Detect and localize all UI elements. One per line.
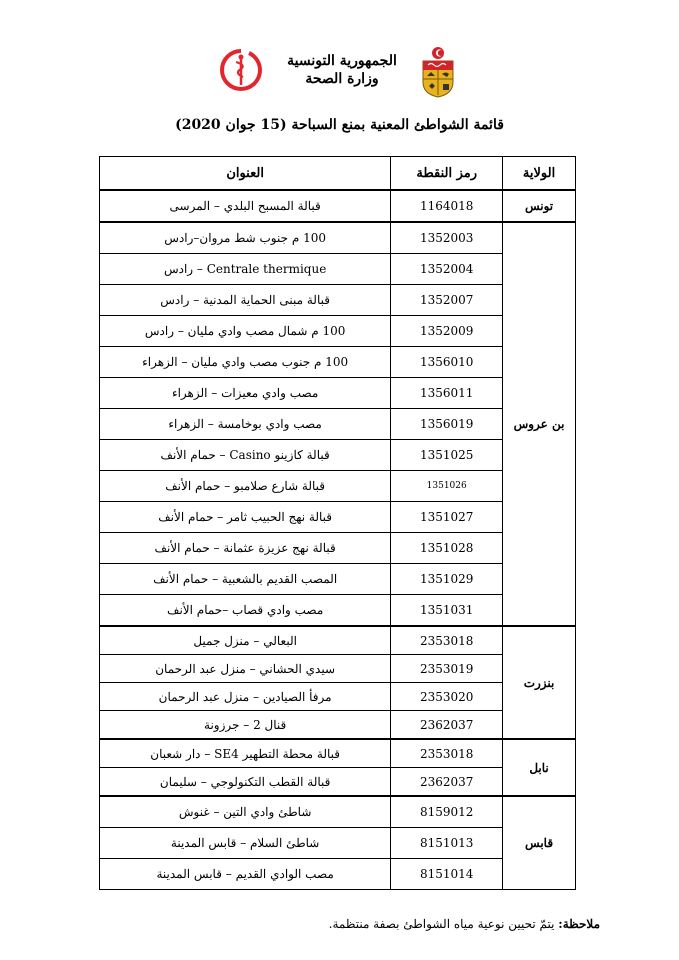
- point-code-cell: 2353019: [391, 655, 503, 683]
- point-code-cell: 2362037: [391, 768, 503, 797]
- tunisia-coat-of-arms-icon: [418, 46, 458, 98]
- footer-note: [280, 917, 600, 931]
- address-cell: قبالة محطة التطهير SE4 – دار شعبان: [100, 739, 391, 768]
- point-code-cell: 1352003: [391, 222, 503, 254]
- ministry-heading: [272, 52, 412, 88]
- address-cell: 100 م جنوب مصب وادي مليان – الزهراء: [100, 347, 391, 378]
- header-address: العنوان: [100, 157, 391, 191]
- governorate-cell: نابل: [503, 739, 576, 796]
- address-cell: مصب وادي قصاب –حمام الأنف: [100, 595, 391, 627]
- point-code-cell: 1356011: [391, 378, 503, 409]
- point-code-cell: 8151013: [391, 828, 503, 859]
- ministry-of-health-logo-icon: [219, 48, 263, 92]
- address-cell: البعالي – منزل جميل: [100, 626, 391, 655]
- point-code-cell: 8151014: [391, 859, 503, 890]
- address-cell: المصب القديم بالشعبية – حمام الأنف: [100, 564, 391, 595]
- address-cell: مصب وادي معيزات – الزهراء: [100, 378, 391, 409]
- address-cell: قبالة نهج عزيزة عثمانة – حمام الأنف: [100, 533, 391, 564]
- point-code-cell: 1351029: [391, 564, 503, 595]
- point-code-cell: 1356010: [391, 347, 503, 378]
- point-code-cell: 1351025: [391, 440, 503, 471]
- note-label: ملاحظة:: [558, 917, 600, 931]
- point-code-cell: 2353018: [391, 739, 503, 768]
- governorate-cell: بن عروس: [503, 222, 576, 626]
- point-code-cell: 2353018: [391, 626, 503, 655]
- governorate-cell: قابس: [503, 796, 576, 890]
- document-title: قائمة الشواطئ المعنية بمنع السباحة (15 جوان 2020): [175, 117, 504, 133]
- point-code-cell: 2353020: [391, 683, 503, 711]
- address-cell: شاطئ وادي التين – غنوش: [100, 796, 391, 828]
- point-code-cell: 1351031: [391, 595, 503, 627]
- address-cell: قبالة المسبح البلدي – المرسى: [100, 190, 391, 222]
- address-cell: سيدي الحشاني – منزل عبد الرحمان: [100, 655, 391, 683]
- address-cell: قبالة نهج الحبيب ثامر – حمام الأنف: [100, 502, 391, 533]
- governorate-cell: تونس: [503, 190, 576, 222]
- table-body: [100, 190, 576, 890]
- address-cell: قبالة مبنى الحماية المدنية – رادس: [100, 285, 391, 316]
- point-code-cell: 1351027: [391, 502, 503, 533]
- header-point-code: رمز النقطة: [391, 157, 503, 191]
- address-cell: قبالة شارع صلامبو – حمام الأنف: [100, 471, 391, 502]
- governorate-cell: بنزرت: [503, 626, 576, 739]
- table-row: [100, 796, 576, 828]
- point-code-cell: 2362037: [391, 711, 503, 740]
- point-code-cell: 8159012: [391, 796, 503, 828]
- point-code-cell: 1352009: [391, 316, 503, 347]
- address-cell: مصب الوادي القديم – قابس المدينة: [100, 859, 391, 890]
- address-cell: قبالة كازينو Casino – حمام الأنف: [100, 440, 391, 471]
- table-header-row: [100, 157, 576, 191]
- point-code-cell: 1356019: [391, 409, 503, 440]
- page-header: [0, 40, 679, 100]
- table-row: [100, 626, 576, 655]
- table-row: [100, 739, 576, 768]
- beaches-table: [99, 156, 576, 890]
- point-code-cell: 1351028: [391, 533, 503, 564]
- ministry-name: وزارة الصحة: [305, 71, 379, 87]
- address-cell: مرفأ الصيادين – منزل عبد الرحمان: [100, 683, 391, 711]
- address-cell: قبالة القطب التكنولوجي – سليمان: [100, 768, 391, 797]
- note-text: يتمّ تحيين نوعية مياه الشواطئ بصفة منتظمة.: [328, 917, 555, 931]
- address-cell: 100 م شمال مصب وادي مليان – رادس: [100, 316, 391, 347]
- table-row: [100, 190, 576, 222]
- point-code-cell: 1351026: [391, 471, 503, 502]
- address-cell: Centrale thermique – رادس: [100, 254, 391, 285]
- address-cell: شاطئ السلام – قابس المدينة: [100, 828, 391, 859]
- table-row: [100, 222, 576, 254]
- point-code-cell: 1164018: [391, 190, 503, 222]
- address-cell: قنال 2 – جرزونة: [100, 711, 391, 740]
- header-governorate: الولاية: [503, 157, 576, 191]
- point-code-cell: 1352004: [391, 254, 503, 285]
- point-code-cell: 1352007: [391, 285, 503, 316]
- republic-name: الجمهورية التونسية: [287, 53, 397, 69]
- address-cell: 100 م جنوب شط مروان–رادس: [100, 222, 391, 254]
- address-cell: مصب وادي بوخامسة – الزهراء: [100, 409, 391, 440]
